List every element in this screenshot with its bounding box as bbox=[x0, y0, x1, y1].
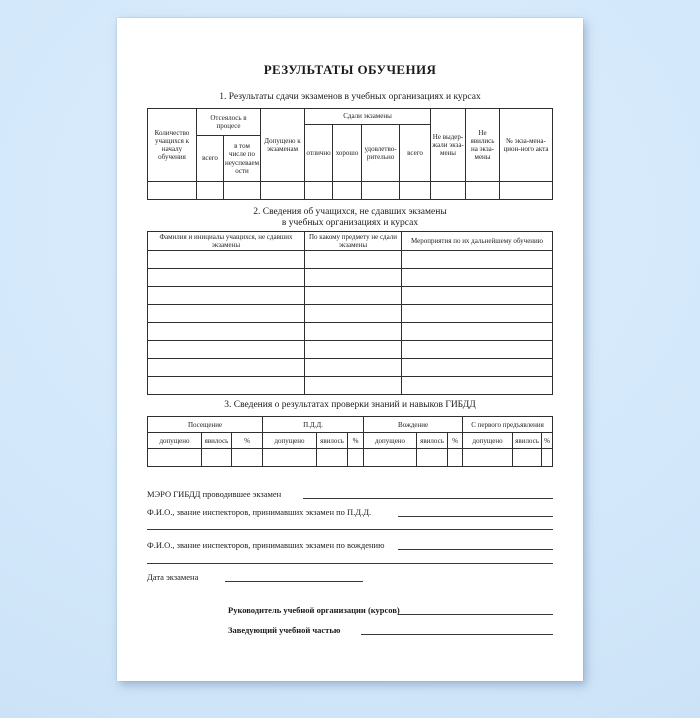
document-page bbox=[117, 18, 583, 681]
empty-table-row bbox=[148, 377, 553, 395]
empty-table-row bbox=[148, 287, 553, 305]
empty-cell bbox=[305, 287, 402, 305]
section3-title: 3. Сведения о результатах проверки знаний и навыков ГИБДД bbox=[224, 400, 476, 411]
empty-cell bbox=[148, 323, 305, 341]
empty-cell bbox=[148, 287, 305, 305]
section2-title-line1: 2. Сведения об учащихся, не сдавших экзамены bbox=[253, 207, 447, 217]
col-header-dropout-underachievement: в том числе по неуспеваемости bbox=[224, 136, 261, 182]
fio-driving-continuation-line bbox=[147, 563, 553, 564]
fio-pdd-continuation-line bbox=[147, 529, 553, 530]
empty-cell bbox=[148, 449, 202, 467]
empty-cell bbox=[362, 182, 400, 200]
col-group-attendance: Посещение bbox=[148, 417, 263, 433]
col-header-appeared: явилось bbox=[417, 433, 448, 449]
empty-cell bbox=[232, 449, 263, 467]
empty-cell bbox=[305, 182, 333, 200]
empty-cell bbox=[500, 182, 553, 200]
empty-cell bbox=[466, 182, 500, 200]
head-org-signature-line bbox=[398, 614, 553, 615]
empty-cell bbox=[261, 182, 305, 200]
col-header-admitted: Допущено к экзаменам bbox=[261, 109, 305, 182]
col-header-admitted: допущено bbox=[263, 433, 317, 449]
head-org-label: Руководитель учебной организации (курсов) bbox=[228, 605, 400, 616]
empty-cell bbox=[402, 305, 553, 323]
empty-cell bbox=[513, 449, 542, 467]
empty-cell bbox=[148, 251, 305, 269]
section2-title-line2: в учебных организациях и курсах bbox=[281, 218, 419, 228]
col-header-dropout-total: всего bbox=[197, 136, 224, 182]
empty-table-row bbox=[148, 341, 553, 359]
col-header-act-number: № экза-мена-цион-ного акта bbox=[500, 109, 553, 182]
col-header-percent: % bbox=[448, 433, 463, 449]
col-header-passed-total: всего bbox=[400, 125, 431, 182]
col-header-failed: Не выдер-жали экза-мены bbox=[431, 109, 466, 182]
fio-pdd-fill-in-line bbox=[398, 516, 553, 517]
empty-cell bbox=[402, 251, 553, 269]
col-header-appeared: явилось bbox=[317, 433, 348, 449]
col-header-students-at-start: Количество учащихся к началу обучения bbox=[148, 109, 197, 182]
col-group-passed: Сдали экзамены bbox=[305, 109, 431, 125]
empty-cell bbox=[202, 449, 232, 467]
empty-cell bbox=[348, 449, 364, 467]
col-header-admitted: допущено bbox=[148, 433, 202, 449]
empty-cell bbox=[364, 449, 417, 467]
empty-cell bbox=[148, 377, 305, 395]
empty-cell bbox=[431, 182, 466, 200]
empty-table-row bbox=[148, 449, 553, 467]
empty-cell bbox=[305, 377, 402, 395]
col-group-dropout: Отсеялось в процесе bbox=[197, 109, 261, 136]
gibdd-results-table bbox=[147, 416, 553, 467]
field-row-fio-driving bbox=[147, 538, 553, 550]
failed-students-table bbox=[147, 231, 553, 395]
empty-cell bbox=[305, 305, 402, 323]
page-title: РЕЗУЛЬТАТЫ ОБУЧЕНИЯ bbox=[263, 62, 437, 77]
col-header-percent: % bbox=[232, 433, 263, 449]
col-header-absent: Не явились на экза-мены bbox=[466, 109, 500, 182]
section1-title: 1. Результаты сдачи экзаменов в учебных организациях и курсах bbox=[219, 92, 481, 102]
col-header-percent: % bbox=[348, 433, 364, 449]
empty-cell bbox=[305, 269, 402, 287]
empty-cell bbox=[400, 182, 431, 200]
empty-table-row bbox=[148, 251, 553, 269]
empty-cell bbox=[148, 269, 305, 287]
empty-table-row bbox=[148, 323, 553, 341]
col-group-first-attempt: С первого предъявления bbox=[463, 417, 553, 433]
empty-table-row bbox=[148, 269, 553, 287]
empty-cell bbox=[402, 341, 553, 359]
fio-driving-label: Ф.И.О., звание инспекторов, принимавших экзамен по вождению bbox=[147, 540, 385, 551]
empty-cell bbox=[148, 359, 305, 377]
empty-table-row bbox=[148, 182, 553, 200]
empty-table-row bbox=[148, 359, 553, 377]
empty-cell bbox=[197, 182, 224, 200]
empty-cell bbox=[224, 182, 261, 200]
empty-cell bbox=[402, 377, 553, 395]
col-group-driving: Вождение bbox=[364, 417, 463, 433]
signature-fields bbox=[147, 487, 553, 635]
col-header-excellent: отлично bbox=[305, 125, 333, 182]
col-header-percent: % bbox=[542, 433, 553, 449]
empty-cell bbox=[305, 359, 402, 377]
col-header-admitted: допущено bbox=[364, 433, 417, 449]
exam-date-fill-in-line bbox=[225, 581, 363, 582]
col-header-good: хорошо bbox=[333, 125, 362, 182]
field-row-head-of-organization bbox=[147, 603, 553, 615]
empty-cell bbox=[402, 359, 553, 377]
col-header-failed-subject: По какому предмету не сдали экзамены bbox=[305, 232, 402, 251]
empty-cell bbox=[417, 449, 448, 467]
col-header-appeared: явилось bbox=[513, 433, 542, 449]
empty-cell bbox=[305, 251, 402, 269]
empty-cell bbox=[542, 449, 553, 467]
exam-results-table bbox=[147, 108, 553, 200]
head-study-signature-line bbox=[361, 634, 553, 635]
col-header-satisfactory: удовлетво-рительно bbox=[362, 125, 400, 182]
empty-cell bbox=[148, 305, 305, 323]
empty-cell bbox=[148, 341, 305, 359]
fio-pdd-label: Ф.И.О., звание инспекторов, принимавших экзамен по П.Д.Д. bbox=[147, 507, 372, 518]
col-group-traffic-rules: П.Д.Д. bbox=[263, 417, 364, 433]
field-row-exam-date bbox=[147, 570, 553, 582]
empty-table-row bbox=[148, 305, 553, 323]
empty-cell bbox=[263, 449, 317, 467]
mero-label: МЭРО ГИБДД проводившее экзамен bbox=[147, 489, 282, 500]
empty-cell bbox=[448, 449, 463, 467]
col-header-student-name: Фамилия и инициалы учащихся, не сдавших экзамены bbox=[148, 232, 305, 251]
empty-cell bbox=[402, 269, 553, 287]
empty-cell bbox=[333, 182, 362, 200]
field-row-fio-pdd bbox=[147, 505, 553, 517]
exam-date-label: Дата экзамена bbox=[147, 572, 199, 583]
head-study-label: Заведующий учебной частью bbox=[228, 625, 341, 636]
empty-cell bbox=[317, 449, 348, 467]
fio-driving-fill-in-line bbox=[398, 549, 553, 550]
col-header-further-training: Мероприятия по их дальнейшему обучению bbox=[402, 232, 553, 251]
col-header-admitted: допущено bbox=[463, 433, 513, 449]
mero-fill-in-line bbox=[303, 498, 553, 499]
col-header-appeared: явилось bbox=[202, 433, 232, 449]
field-row-head-of-studies bbox=[147, 623, 553, 635]
empty-cell bbox=[463, 449, 513, 467]
empty-cell bbox=[305, 323, 402, 341]
empty-cell bbox=[402, 323, 553, 341]
empty-cell bbox=[402, 287, 553, 305]
empty-cell bbox=[305, 341, 402, 359]
field-row-mero bbox=[147, 487, 553, 499]
empty-cell bbox=[148, 182, 197, 200]
